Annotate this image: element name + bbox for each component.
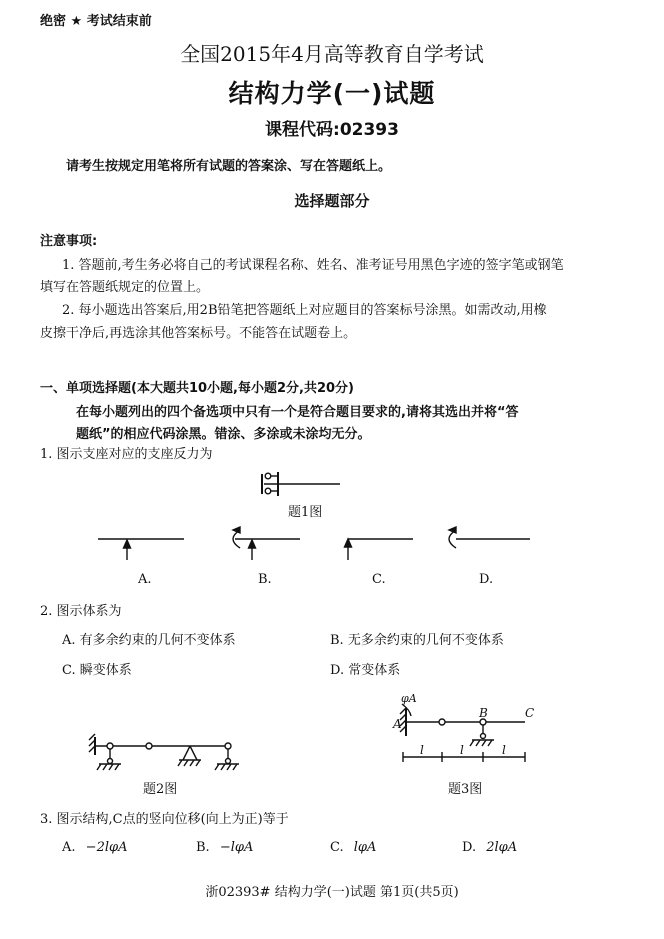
q1-figure-caption: 题1图: [288, 505, 323, 520]
part1-desc-line-2: 题纸”的相应代码涂黑。错涂、多涂或未涂均无分。: [76, 427, 371, 442]
q1-figure: [0, 460, 664, 580]
q1-option-c-diagram: [345, 539, 414, 560]
q3-label-a: A: [393, 717, 402, 731]
q1-option-c: C.: [372, 572, 386, 587]
note-1-line-1: 1. 答题前,考生务必将自己的考试课程名称、姓名、准考证号用黑色字迹的签字笔或钢笔: [62, 258, 564, 273]
part1-heading: 一、单项选择题(本大题共10小题,每小题2分,共20分): [40, 381, 354, 396]
section-title: 选择题部分: [294, 192, 370, 210]
q3-option-c-label: C.: [330, 840, 344, 855]
q3-option-b: [196, 840, 253, 855]
q3-stem: 3. 图示结构,C点的竖向位移(向上为正)等于: [40, 812, 289, 827]
q3-option-d-value: 2lφA: [486, 840, 518, 855]
q3-figure-caption: 题3图: [448, 782, 483, 797]
q1-option-b: B.: [258, 572, 272, 587]
q1-option-a: A.: [138, 572, 152, 587]
q3-label-c: C: [525, 706, 535, 720]
q3-span-1: l: [420, 743, 424, 757]
secret-mark: 绝密 ★ 考试结束前: [40, 14, 152, 29]
note-2-line-1: 2. 每小题选出答案后,用2B铅笔把答题纸上对应题目的答案标号涂黑。如需改动,用橡: [62, 303, 547, 318]
q2-option-b: B. 无多余约束的几何不变体系: [330, 633, 504, 648]
q3-label-b: B: [479, 706, 488, 720]
q3-option-c: [330, 840, 376, 855]
q1-stem: 1. 图示支座对应的支座反力为: [40, 447, 213, 462]
q3-option-d: [462, 840, 517, 855]
q2-figure: [85, 730, 285, 780]
q3-option-d-label: D.: [462, 840, 477, 855]
q3-option-a: [62, 840, 127, 855]
q3-figure: [380, 690, 560, 775]
q2-option-c: C. 瞬变体系: [62, 663, 132, 678]
q3-span-2: l: [460, 743, 464, 757]
q2-option-a: A. 有多余约束的几何不变体系: [62, 633, 236, 648]
q1-option-a-diagram: [98, 539, 184, 560]
q2-stem: 2. 图示体系为: [40, 604, 122, 619]
page-footer: 浙02393# 结构力学(一)试题 第1页(共5页): [205, 885, 459, 900]
q3-option-b-value: −lφA: [219, 840, 254, 855]
q1-option-d-diagram: [449, 527, 530, 548]
q3-label-rotation: φA: [401, 692, 417, 705]
exam-title: 全国2015年4月高等教育自学考试: [180, 42, 484, 66]
q1-option-b-diagram: [233, 527, 300, 560]
q3-option-a-label: A.: [62, 840, 76, 855]
q2-option-d: D. 常变体系: [330, 663, 401, 678]
q3-option-a-value: −2lφA: [85, 840, 128, 855]
paper-title: 结构力学(一)试题: [228, 79, 436, 108]
instruction: 请考生按规定用笔将所有试题的答案涂、写在答题纸上。: [66, 159, 392, 174]
q1-support-diagram: [262, 472, 340, 496]
note-1-line-2: 填写在答题纸规定的位置上。: [40, 280, 210, 295]
q3-span-3: l: [502, 743, 506, 757]
course-code: 课程代码:02393: [265, 120, 399, 140]
q2-figure-caption: 题2图: [143, 782, 178, 797]
part1-desc-line-1: 在每小题列出的四个备选项中只有一个是符合题目要求的,请将其选出并将“答: [76, 405, 519, 420]
notes-heading: 注意事项:: [40, 234, 98, 249]
q1-option-d: D.: [479, 572, 494, 587]
note-2-line-2: 皮擦干净后,再选涂其他答案标号。不能答在试题卷上。: [40, 326, 357, 341]
q3-option-b-label: B.: [196, 840, 210, 855]
q3-option-c-value: lφA: [353, 840, 377, 855]
